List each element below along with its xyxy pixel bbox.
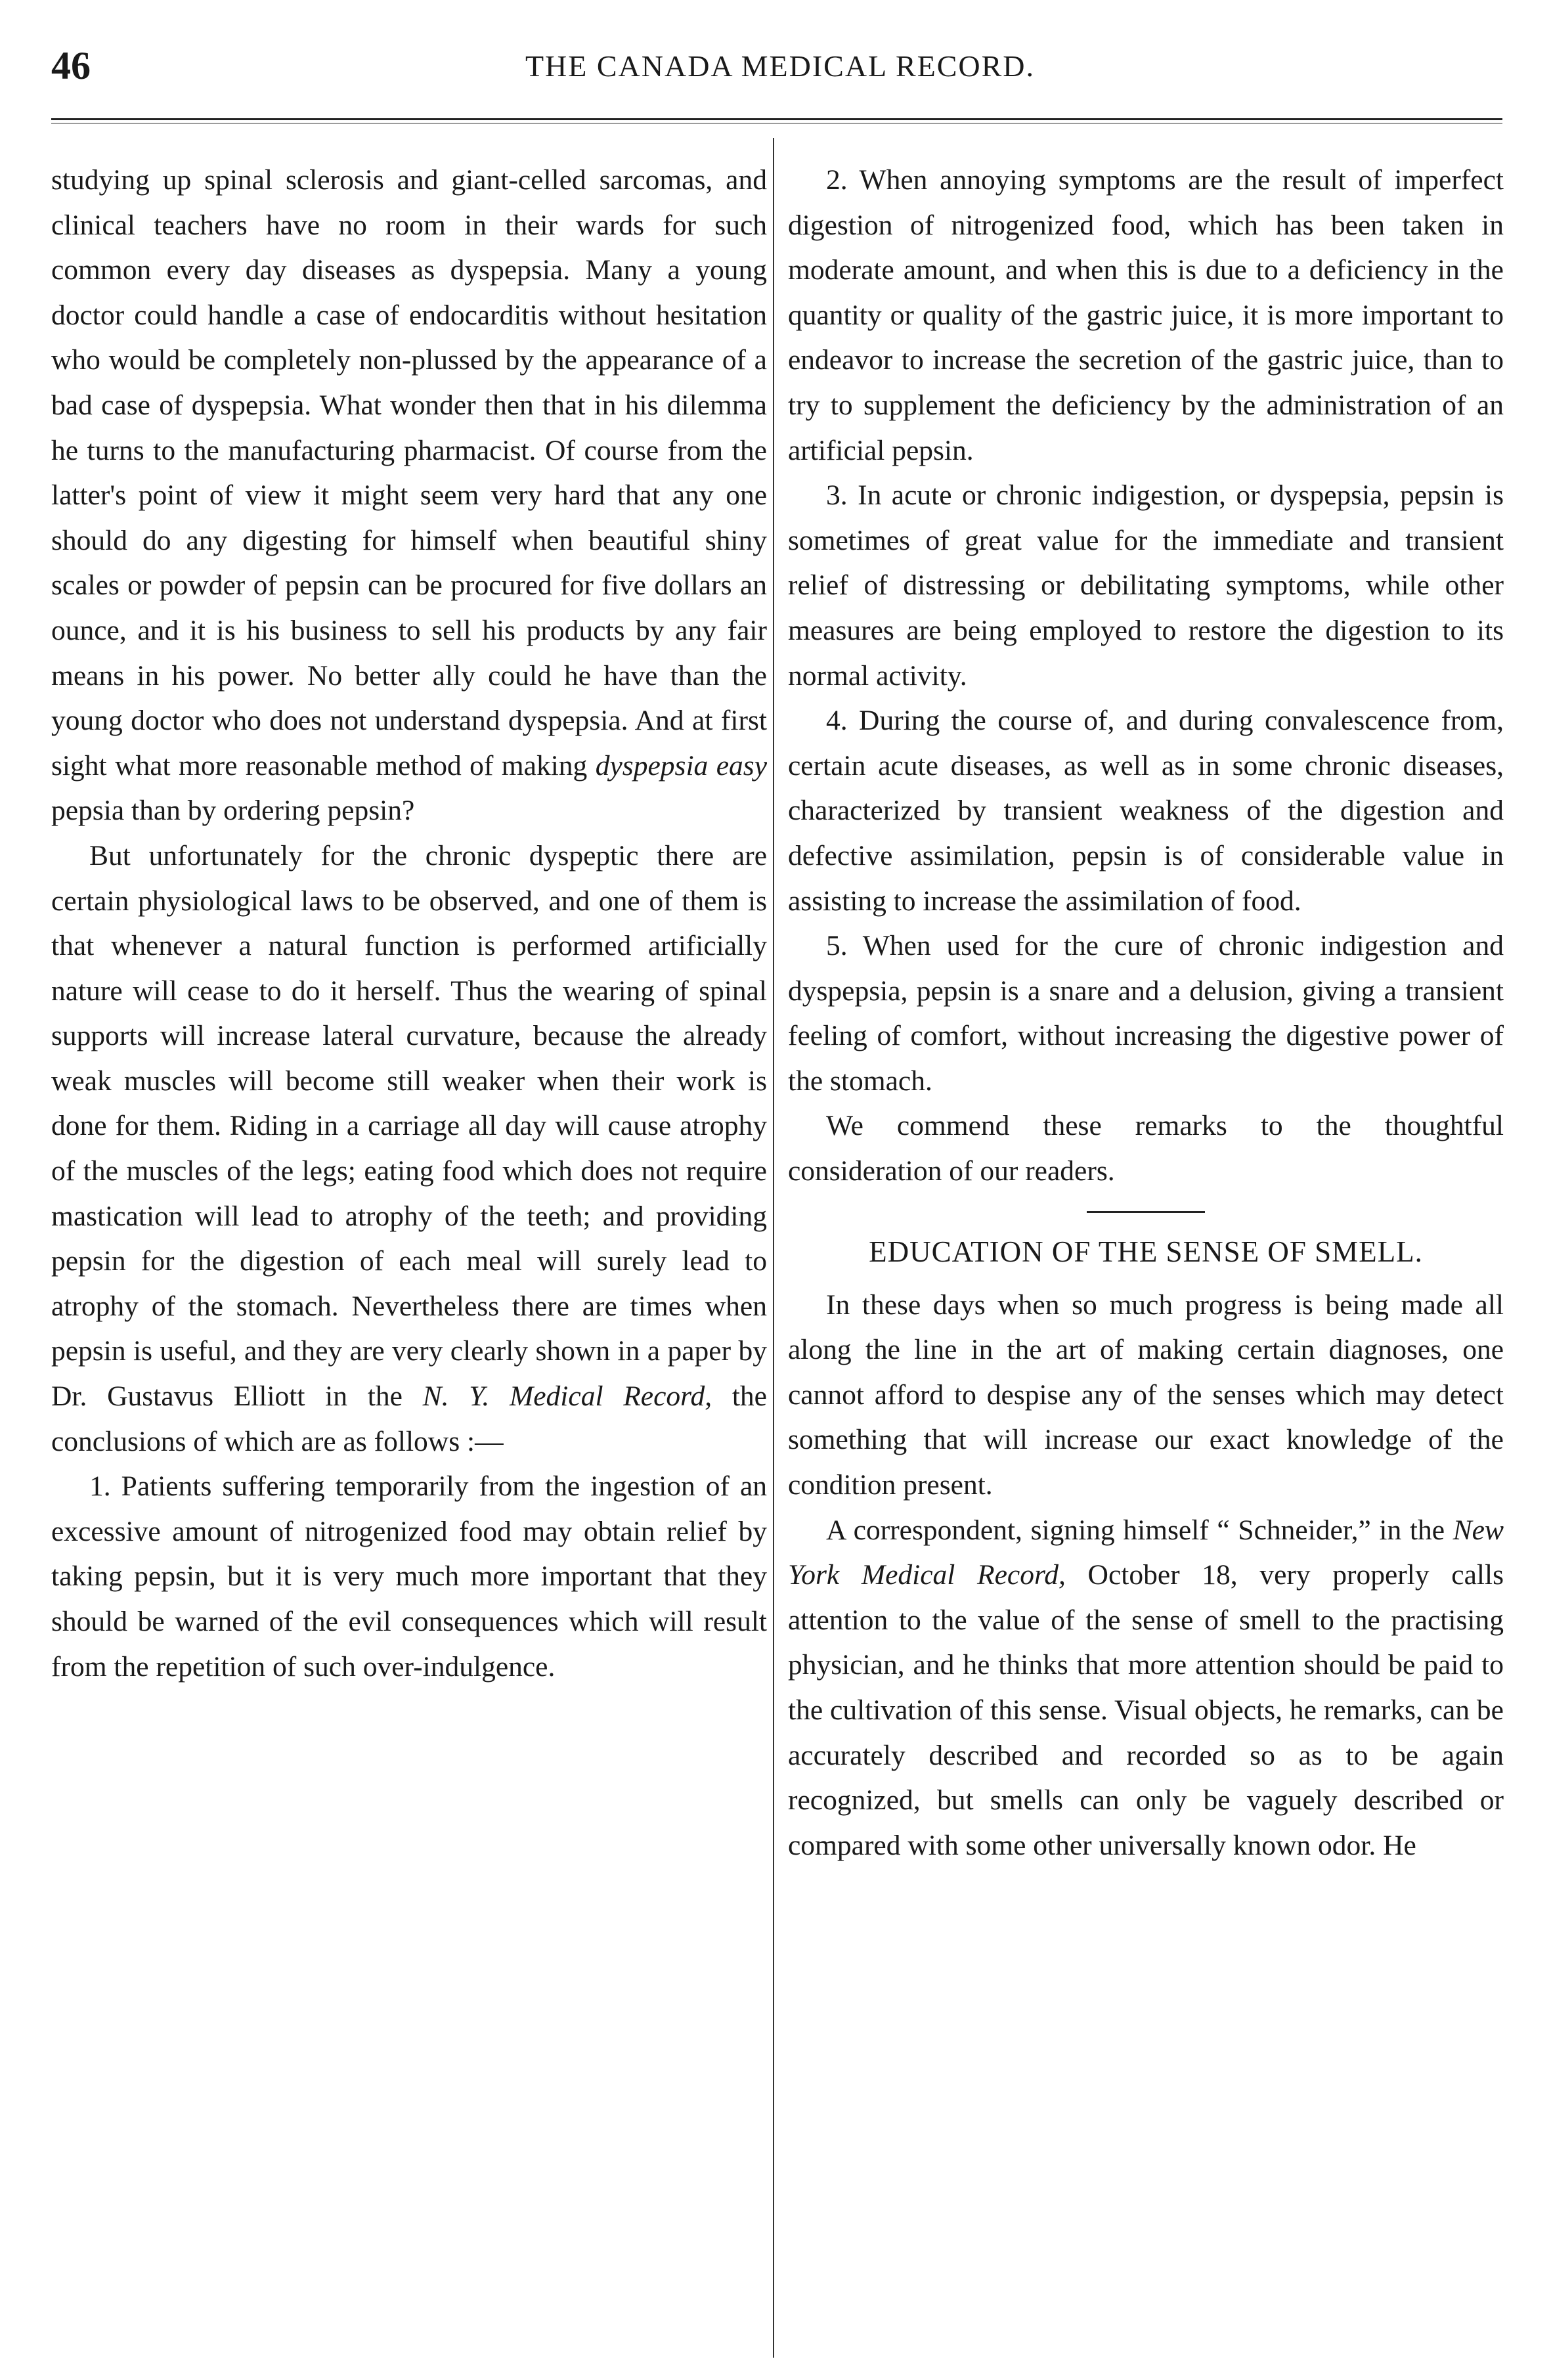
paragraph-text: pepsia than by ordering pepsin? xyxy=(51,795,415,827)
column-divider xyxy=(773,138,774,2358)
article-paragraph xyxy=(51,158,767,833)
article-paragraph xyxy=(788,1508,1504,1868)
italic-phrase: dyspepsia easy xyxy=(595,749,767,782)
paragraph-text: But unfortunately for the chronic dyspeptic there are certain physiological laws to be observed, and one of them is that whenever a natural function is performed artificially nature will cease to do it herself. Thus the wearing of spinal supports will increase lateral curvature, because the already weak muscles will become still weaker when their work is done for them. Riding in a carriage all day will cause atrophy of the muscles of the legs; eating food which does not require mastication will lead to atrophy of the teeth; and providing pepsin for the digestion of each meal will surely lead to atrophy of the stomach. Nevertheless there are times when pepsin is useful, and they are very clearly shown in a paper by Dr. Gustavus Elliott in the xyxy=(51,839,767,1413)
section-divider xyxy=(1087,1211,1205,1213)
journal-title: THE CANADA MEDICAL RECORD. xyxy=(525,49,1036,83)
article-paragraph: In these days when so much progress is being made all along the line in the art of making certain diagnoses, one cannot afford to despise any of the senses which may detect something that will increase our exact knowledge of the condition present. xyxy=(788,1289,1504,1501)
numbered-conclusion: 5. When used for the cure of chronic indigestion and dyspepsia, pepsin is a snare and a delusion, giving a transient feeling of comfort, without increasing the digestive power of the stomach. xyxy=(788,930,1504,1097)
closing-remark: We commend these remarks to the thoughtful consideration of our readers. xyxy=(788,1110,1504,1187)
header-rule xyxy=(51,118,1502,123)
left-column xyxy=(51,158,767,1689)
paragraph-text: A correspondent, signing himself “ Schneider,” in the xyxy=(826,1514,1445,1546)
paragraph-text: October 18, very properly calls attention to the value of the sense of smell to the practising physician, and he thinks that more attention should be paid to the cultivation of this sense. Visual objects, he remarks, can be accurately described and recorded so as to be again recognized, but smells can only be vaguely described or compared with some other universally known odor. He xyxy=(788,1559,1504,1861)
paragraph-text: studying up spinal sclerosis and giant-celled sarcomas, and clinical teachers have no room in their wards for such common every day diseases as dyspepsia. Many a young doctor could handle a case of endocarditis without hesitation who would be completely non-plussed by the appearance of a bad case of dyspepsia. What wonder then that in his dilemma he turns to the manufacturing pharmacist. Of course from the latter's point of view it might seem very hard that any one should do any digesting for himself when beautiful shiny scales or powder of pepsin can be procured for five dollars an ounce, and it is his business to sell his products by any fair means in his power. No better ally could he have than the young doctor who does not understand dyspepsia. And at first sight what more reasonable method of making xyxy=(51,164,767,782)
numbered-conclusion: 2. When annoying symptoms are the result of imperfect digestion of nitrogenized food, which has been taken in moderate amount, and when this is due to a deficiency in the quantity or quality of the gastric juice, it is more important to endeavor to increase the secretion of the gastric juice, than to try to supplement the deficiency by the administration of an artificial pepsin. xyxy=(788,164,1504,466)
numbered-conclusion: 1. Patients suffering temporarily from the ingestion of an excessive amount of nitrogenized food may obtain relief by taking pepsin, but it is very much more important that they should be warned of the evil consequences which will result from the repetition of such over-indulgence. xyxy=(51,1470,767,1683)
numbered-conclusion: 3. In acute or chronic indigestion, or dyspepsia, pepsin is sometimes of great value for the immediate and transient relief of distressing or debilitating symptoms, while other measures are being employed to restore the digestion to its normal activity. xyxy=(788,479,1504,692)
right-column xyxy=(788,158,1504,1868)
journal-citation: New York Medical Record, xyxy=(788,1514,1504,1591)
paragraph-text: the conclusions of which are as follows :— xyxy=(51,1380,767,1457)
numbered-conclusion: 4. During the course of, and during convalescence from, certain acute diseases, as well as in some chronic diseases, characterized by transient weakness of the digestion and defective assimilation, pepsin is of considerable value in assisting to increase the assimilation of food. xyxy=(788,705,1504,917)
journal-citation: N. Y. Medical Record, xyxy=(422,1380,712,1413)
page-number: 46 xyxy=(51,44,91,87)
section-heading: EDUCATION OF THE SENSE OF SMELL. xyxy=(869,1235,1423,1268)
article-paragraph xyxy=(51,833,767,1464)
running-head xyxy=(51,43,1509,102)
